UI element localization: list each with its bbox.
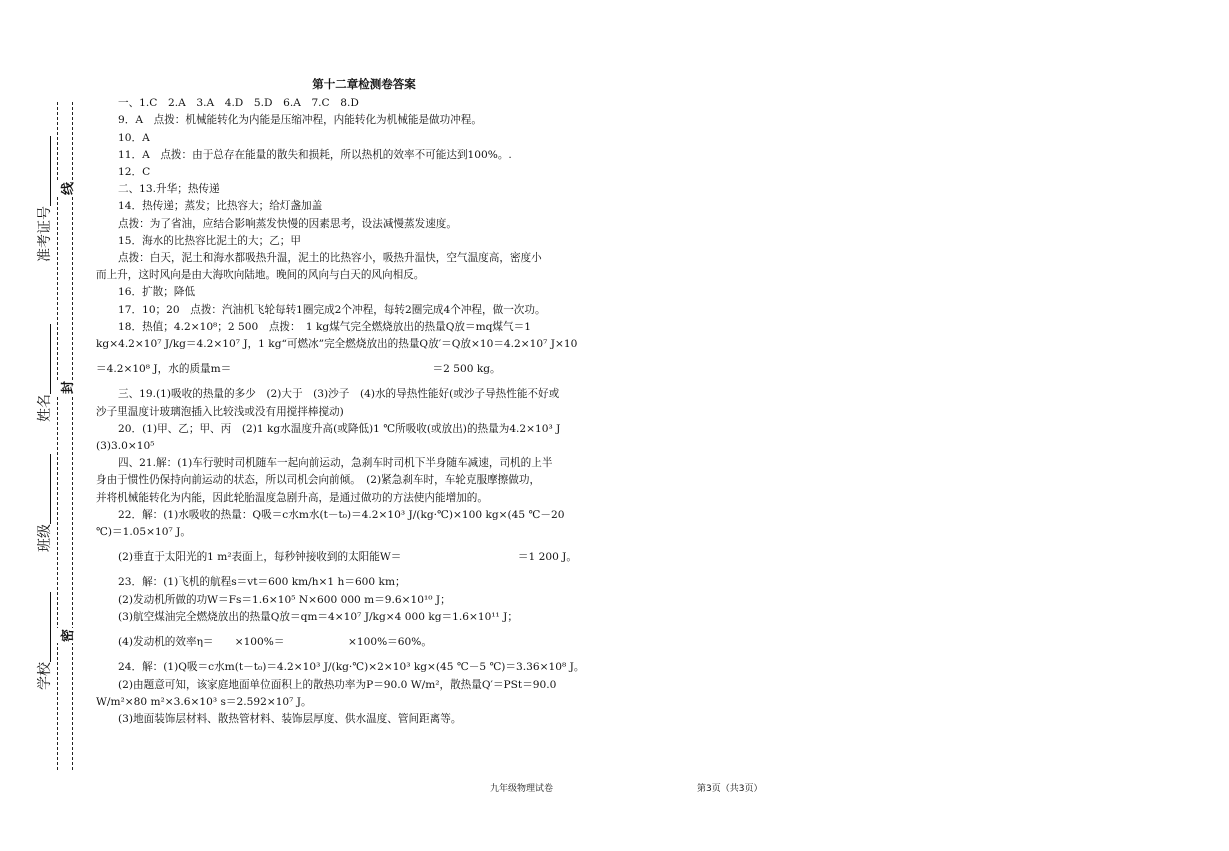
answer-line: (2)垂直于太阳光的1 m²表面上，每秒钟接收到的太阳能W＝ ＝1 200 J。 bbox=[118, 551, 578, 564]
answer-line: 16．扩散；降低 bbox=[118, 286, 196, 299]
answer-line: 9．A 点拨：机械能转化为内能是压缩冲程，内能转化为机械能是做功冲程。 bbox=[118, 114, 482, 127]
seal-line-outer bbox=[57, 102, 58, 770]
line-gap bbox=[96, 626, 592, 634]
answer-line: (3)地面装饰层材料、散热管材料、装饰层厚度、供水温度、管间距离等。 bbox=[118, 712, 462, 725]
answer-line: 22．解：(1)水吸收的热量：Q吸＝c水m水(t－t₀)＝4.2×10³ J/(kg·℃)×100 kg×(45 ℃－20 bbox=[118, 508, 565, 521]
answer-line: 14．热传递；蒸发；比热容大；给灯盏加盖 bbox=[118, 200, 323, 213]
answer-line: 而上升，这时风向是由大海吹向陆地。晚间的风向与白天的风向相反。 bbox=[96, 269, 425, 282]
answer-line: 一、1.C 2.A 3.A 4.D 5.D 6.A 7.C 8.D bbox=[118, 97, 359, 110]
binding-margin bbox=[0, 0, 90, 851]
answer-line: 沙子里温度计玻璃泡插入比较浅或没有用搅拌棒搅动) bbox=[96, 405, 344, 418]
answer-line: kg×4.2×10⁷ J/kg＝4.2×10⁷ J，1 kg“可燃冰”完全燃烧放出的热量Q放′＝Q放×10＝4.2×10⁷ J×10 bbox=[96, 338, 578, 351]
answer-line: 身由于惯性仍保持向前运动的状态，所以司机会向前倾。 (2)紧急刹车时，车轮克服摩擦做功， bbox=[96, 474, 541, 487]
seal-mark-mi: 密 bbox=[57, 628, 76, 643]
answer-line: (2)由题意可知，该家庭地面单位面积上的散热功率为P＝90.0 W/m²，散热量Q′＝PSt＝90.0 bbox=[118, 678, 557, 691]
footer-subject: 九年级物理试卷 bbox=[490, 784, 554, 794]
answer-content bbox=[96, 76, 592, 728]
answer-line: 17．10；20 点拨：汽油机飞轮每转1圈完成2个冲程，每转2圈完成4个冲程，做一次功。 bbox=[118, 303, 546, 316]
answer-line: 三、19.(1)吸收的热量的多少 (2)大于 (3)沙子 (4)水的导热性能好(或沙子导热性能不好或 bbox=[118, 388, 560, 401]
answer-line: ＝4.2×10⁸ J，水的质量m＝ ＝2 500 kg。 bbox=[96, 363, 501, 376]
answer-lines bbox=[96, 95, 592, 728]
answer-line: (3)航空煤油完全燃烧放出的热量Q放＝qm＝4×10⁷ J/kg×4 000 kg＝1.6×10¹¹ J； bbox=[118, 610, 519, 623]
answer-line: ℃)＝1.05×10⁷ J。 bbox=[96, 526, 191, 539]
seal-line-inner bbox=[72, 102, 73, 770]
answer-line: 20．(1)甲、乙；甲、丙 (2)1 kg水温度升高(或降低)1 ℃所吸收(或放出)的热量为4.2×10³ J bbox=[118, 422, 561, 435]
name-label: 姓名 bbox=[34, 324, 54, 422]
answer-line: W/m²×80 m²×3.6×10³ s＝2.592×10⁷ J。 bbox=[96, 695, 312, 708]
answer-line: (3)3.0×10⁵ bbox=[96, 440, 155, 453]
answer-line: (2)发动机所做的功W＝Fs＝1.6×10⁵ N×600 000 m＝9.6×10¹⁰ J； bbox=[118, 593, 451, 606]
answer-line: 点拨：白天，泥土和海水都吸热升温，泥土的比热容小，吸热升温快，空气温度高，密度小 bbox=[118, 252, 542, 265]
answer-line: 二、13.升华；热传递 bbox=[118, 183, 220, 196]
line-gap bbox=[96, 378, 592, 386]
seal-mark-feng: 封 bbox=[57, 380, 76, 395]
answer-line: (4)发动机的效率η＝ ×100%＝ ×100%＝60%。 bbox=[118, 636, 432, 649]
seal-mark-xian: 线 bbox=[57, 181, 76, 196]
class-label: 班级 bbox=[34, 454, 54, 552]
answer-line: 10．A bbox=[118, 131, 150, 144]
answer-line: 四、21.解：(1)车行驶时司机随车一起向前运动，急刹车时司机下半身随车减速，司机的上半 bbox=[118, 457, 553, 470]
line-gap bbox=[96, 651, 592, 659]
footer-page-number: 第3页（共3页） bbox=[697, 784, 763, 794]
answer-line: 12．C bbox=[118, 166, 151, 179]
line-gap bbox=[96, 566, 592, 574]
answer-line: 并将机械能转化为内能，因此轮胎温度急剧升高，是通过做功的方法使内能增加的。 bbox=[96, 491, 488, 504]
exam-number-label: 准考证号 bbox=[34, 136, 54, 262]
answer-line: 点拨：为了省油，应结合影响蒸发快慢的因素思考，设法减慢蒸发速度。 bbox=[118, 217, 457, 230]
page-title: 第十二章检测卷答案 bbox=[312, 77, 416, 91]
school-label: 学校 bbox=[34, 592, 54, 690]
answer-line: 23．解：(1)飞机的航程s＝vt＝600 km/h×1 h＝600 km； bbox=[118, 576, 406, 589]
answer-line: 11．A 点拨：由于总存在能量的散失和损耗，所以热机的效率不可能达到100%。. bbox=[118, 148, 512, 161]
answer-line: 18．热值；4.2×10⁸；2 500 点拨： 1 kg煤气完全燃烧放出的热量Q放＝mq煤气＝1 bbox=[118, 320, 531, 333]
answer-line: 15．海水的比热容比泥土的大；乙；甲 bbox=[118, 234, 301, 247]
answer-line: 24．解：(1)Q吸＝c水m(t－t₀)＝4.2×10³ J/(kg·℃)×2×10³ kg×(45 ℃－5 ℃)＝3.36×10⁸ J。 bbox=[118, 661, 585, 674]
line-gap bbox=[96, 541, 592, 549]
line-gap bbox=[96, 353, 592, 361]
